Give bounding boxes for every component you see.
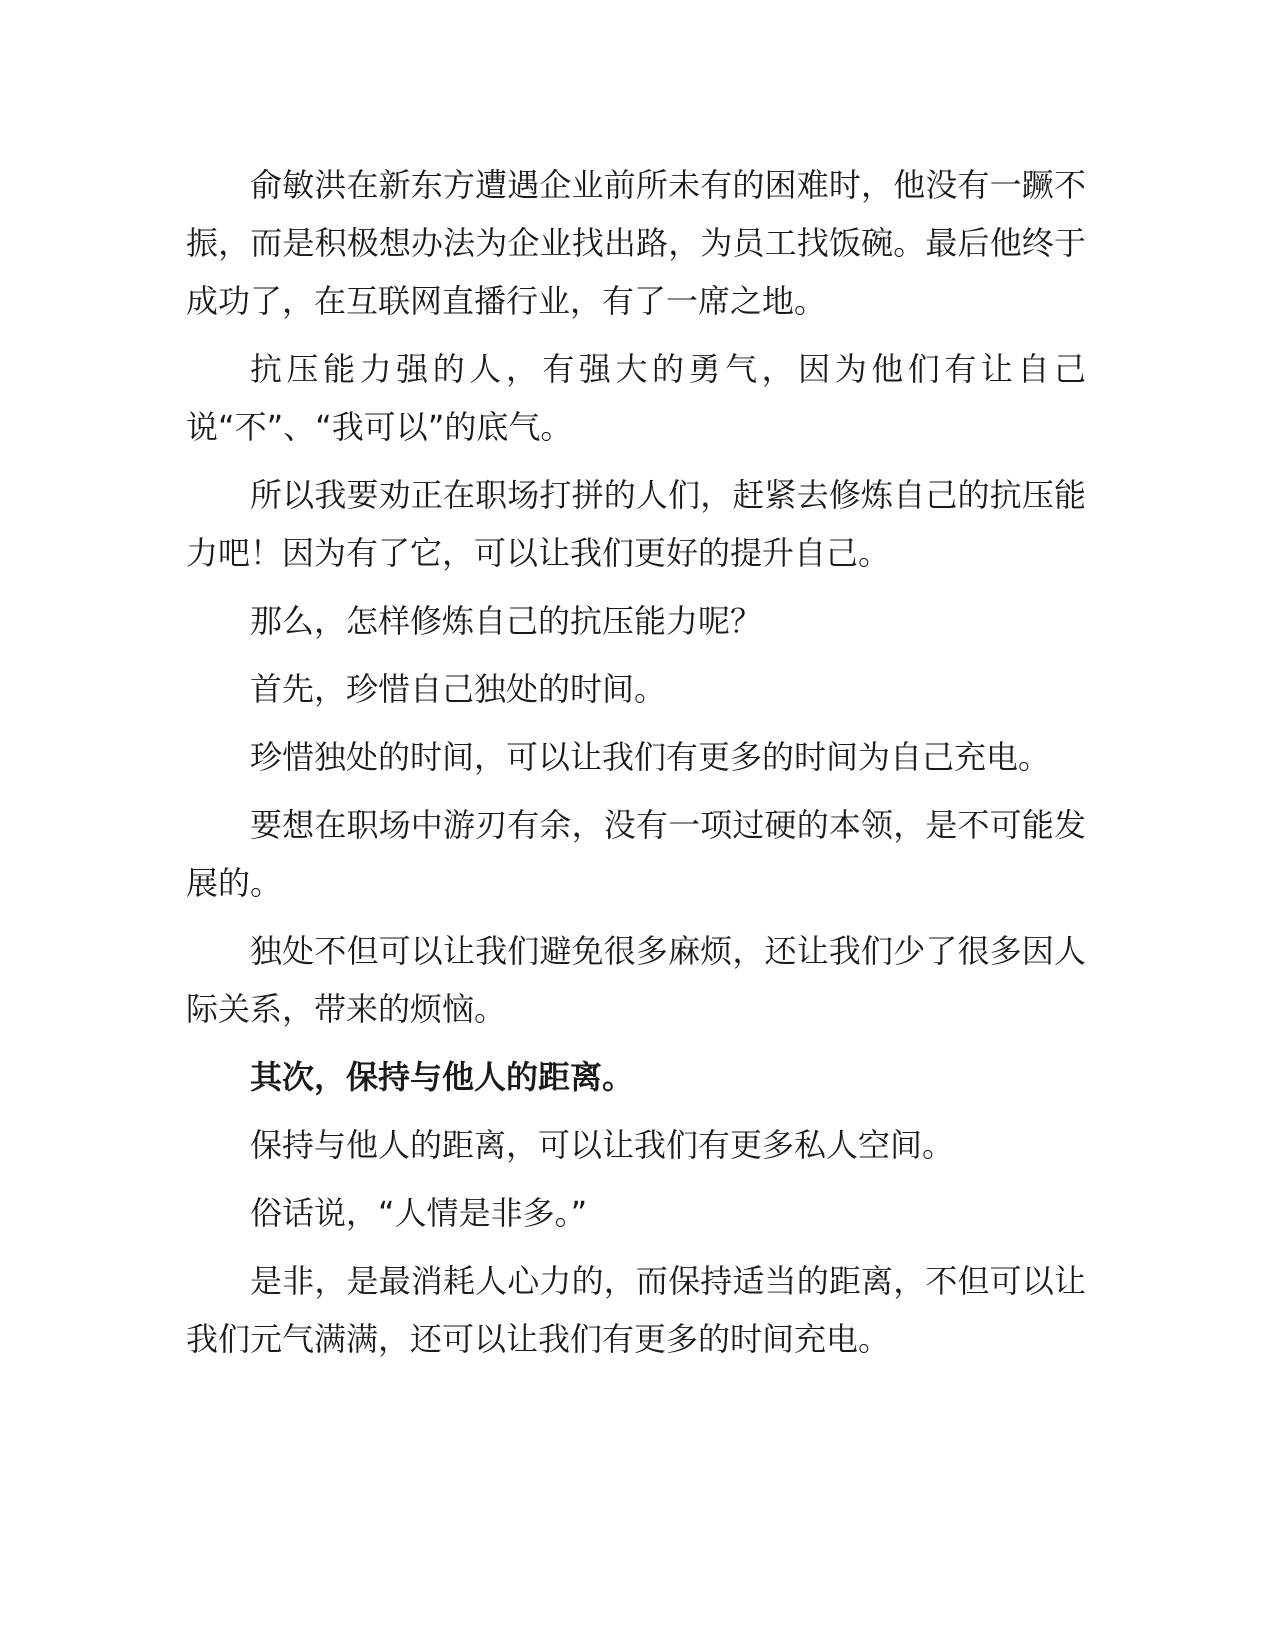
paragraph: 珍惜独处的时间，可以让我们有更多的时间为自己充电。 <box>250 738 1051 776</box>
paragraph: 首先，珍惜自己独处的时间。 <box>250 670 667 708</box>
paragraph: 俗话说，“人情是非多。” <box>250 1194 588 1232</box>
paragraph: 是非，是最消耗人心力的，而保持适当的距离，不但可以让我们元气满满，还可以让我们有更多的时间充电。 <box>186 1262 1086 1358</box>
paragraph: 抗压能力强的人，有强大的勇气，因为他们有让自己说“不”、“我可以”的底气。 <box>186 350 1086 446</box>
document-body <box>186 156 1086 1378</box>
paragraph: 要想在职场中游刃有余，没有一项过硬的本领，是不可能发展的。 <box>186 806 1086 902</box>
paragraph: 那么，怎样修炼自己的抗压能力呢？ <box>250 602 763 640</box>
section-heading: 其次，保持与他人的距离。 <box>250 1058 635 1096</box>
paragraph: 俞敏洪在新东方遭遇企业前所未有的困难时，他没有一蹶不振，而是积极想办法为企业找出路，为员工找饭碗。最后他终于成功了，在互联网直播行业，有了一席之地。 <box>186 166 1086 320</box>
paragraph: 保持与他人的距离，可以让我们有更多私人空间。 <box>250 1126 955 1164</box>
paragraph: 独处不但可以让我们避免很多麻烦，还让我们少了很多因人际关系，带来的烦恼。 <box>186 932 1086 1028</box>
paragraph: 所以我要劝正在职场打拼的人们，赶紧去修炼自己的抗压能力吧！因为有了它，可以让我们更好的提升自己。 <box>186 476 1086 572</box>
